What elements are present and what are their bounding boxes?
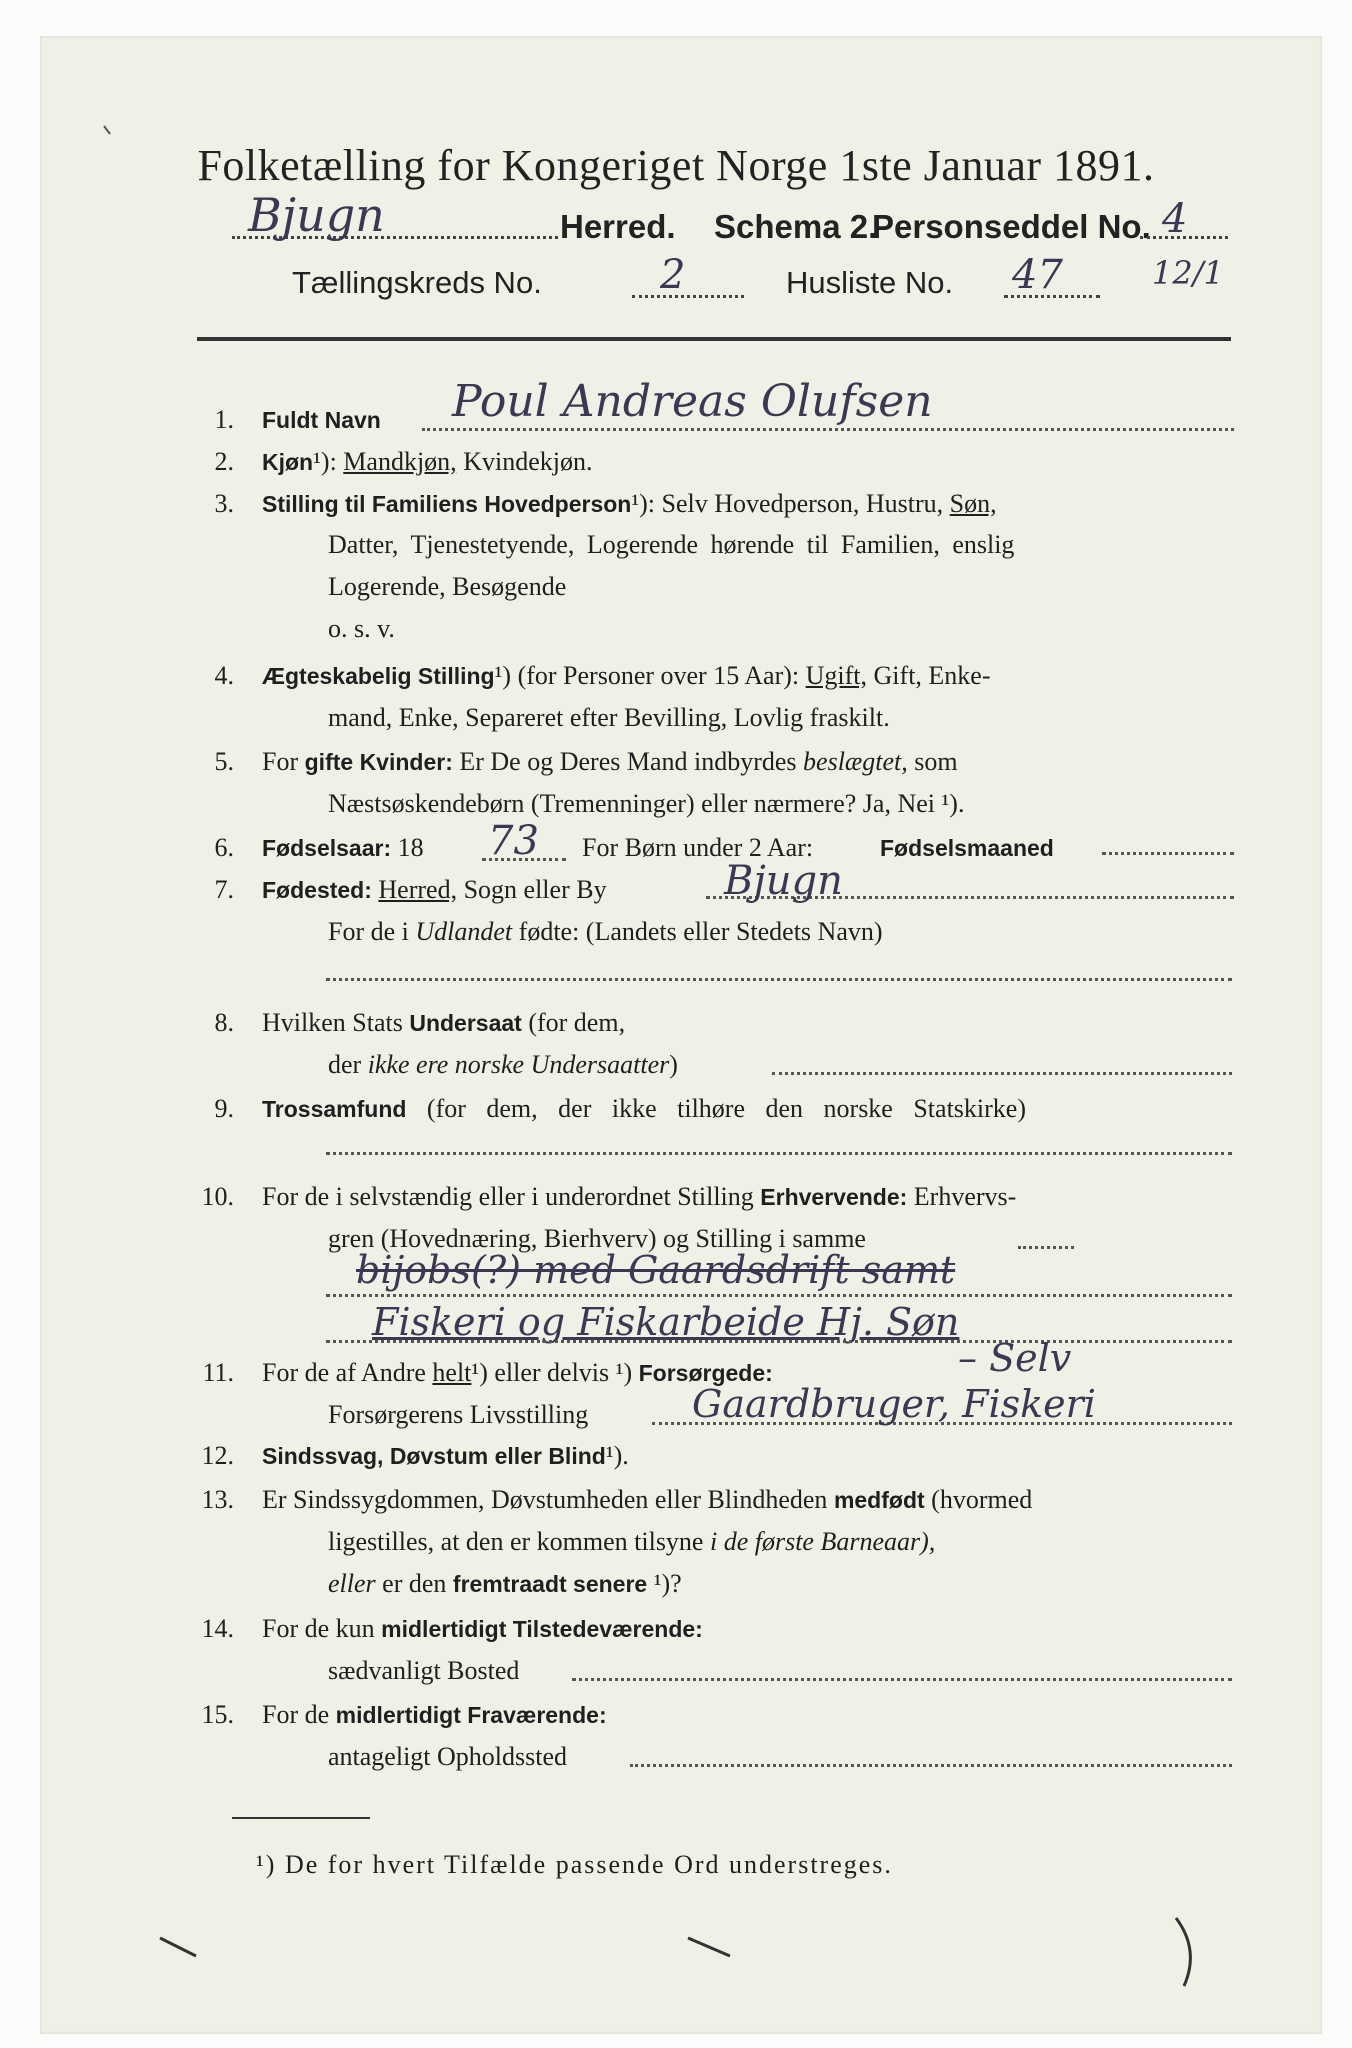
q14-pre: For de kun [262, 1614, 375, 1643]
q13-l2i: i de første Barneaar), [709, 1527, 936, 1556]
q5-pre: For [262, 747, 299, 776]
item-number: 6. [214, 833, 234, 862]
item-number: 8. [214, 1008, 234, 1037]
q10-dotted-line [1018, 1246, 1074, 1249]
q3-sup: ¹): [631, 489, 656, 518]
q4-options: Gift, Enke- [873, 661, 991, 690]
schema-label: Schema 2. [714, 208, 878, 245]
q4-text: ¹) (for Personer over 15 Aar): [494, 661, 800, 690]
q6-label2 [880, 833, 1054, 863]
personseddel-label: Personseddel No. [872, 208, 1151, 245]
item-number: 15. [201, 1700, 234, 1729]
kreds-value: 2 [660, 252, 686, 298]
item-number: 7. [214, 875, 234, 904]
q2-option-selected: Mandkjøn, [343, 447, 457, 476]
item-number: 12. [201, 1441, 234, 1470]
q13-l3a: er den [382, 1569, 447, 1598]
q6-label2-text: Fødselsmaaned [880, 835, 1054, 861]
q10-l1a: For de i selvstændig eller i underordnet Stilling [262, 1182, 754, 1211]
q12-sup: ¹). [605, 1441, 629, 1470]
q9-line1 [262, 1094, 1026, 1124]
q13-l1a: Er Sindssygdommen, Døvstumheden eller Blindheden [262, 1485, 828, 1514]
item-number: 3. [214, 489, 234, 518]
husliste-label: Husliste No. [786, 265, 954, 300]
q10-label: Erhvervende: [760, 1184, 908, 1210]
q7-option-selected: Herred, [378, 875, 458, 904]
herred-handwritten: Bjugn [248, 188, 385, 242]
q10-line1 [262, 1182, 1016, 1212]
item-number: 2. [214, 447, 234, 476]
item-number: 11. [202, 1358, 234, 1387]
q4-line2: mand, Enke, Separeret efter Bevilling, Lovlig fraskilt. [328, 703, 890, 732]
q13-l1b: (hvormed [931, 1485, 1033, 1514]
q15-line1 [262, 1700, 607, 1730]
q11-option-selected: helt [432, 1358, 472, 1387]
q15-pre: For de [262, 1700, 330, 1729]
q5-label: gifte Kvinder: [304, 749, 453, 775]
q14-line2: sædvanligt Bosted [328, 1656, 520, 1685]
q11-line2: Forsørgerens Livsstilling [328, 1400, 589, 1429]
q7-label: Fødested: [262, 877, 372, 903]
q13-line2 [328, 1527, 935, 1557]
q5-italic: beslægtet, [803, 747, 908, 776]
item-number: 13. [201, 1485, 234, 1514]
q6-prefix: 18 [397, 833, 424, 862]
q11-answer: – Selv [958, 1336, 1072, 1380]
q7-answer-place: Bjugn [724, 858, 843, 904]
q13-l2a: ligestilles, at den er kommen tilsyne [328, 1527, 704, 1556]
q3-options: Selv Hovedperson, Hustru, [661, 489, 944, 518]
q6-answer-year: 73 [488, 818, 539, 864]
q15-label: midlertidigt Fraværende: [335, 1702, 607, 1728]
q7-abroad-dotted-line [326, 978, 1232, 981]
q3-line1 [262, 489, 997, 519]
q3-label: Stilling til Familiens Hovedperson [262, 491, 632, 517]
q1-answer-name: Poul Andreas Olufsen [452, 376, 933, 427]
q1-dotted-line [422, 428, 1234, 431]
q10-line2: gren (Hovednæring, Bierhverv) og Stilling i samme [328, 1224, 866, 1253]
q6-under2: For Børn under 2 Aar: [582, 833, 814, 862]
q2-line [262, 447, 592, 477]
q5-line2: Næstsøskendebørn (Tremenninger) eller nærmere? Ja, Nei ¹). [328, 789, 965, 818]
q1-label [262, 405, 381, 435]
q8-label: Undersaat [409, 1010, 522, 1036]
q13-l3b: ¹)? [653, 1569, 682, 1598]
q8-l1b: (for dem, [528, 1008, 626, 1037]
footnote-rule [232, 1817, 370, 1819]
q5-text-end: som [914, 747, 958, 776]
q14-dotted-line [572, 1678, 1232, 1681]
q11-answer-occupation: Gaardbruger, Fiskeri [692, 1382, 1096, 1426]
item-number: 9. [214, 1094, 234, 1123]
q12-label: Sindssvag, Døvstum eller Blind [262, 1443, 606, 1469]
q3-line3: Logerende, Besøgende [328, 572, 567, 601]
q9-dotted-line [326, 1152, 1232, 1155]
q5-line1 [262, 747, 958, 777]
q8-l2a: der [328, 1050, 362, 1079]
q13-label: medfødt [833, 1487, 925, 1513]
q13-line3 [328, 1569, 682, 1599]
header-rule [197, 337, 1231, 341]
q7-options: Sogn eller By [463, 875, 607, 904]
q8-l2i: ikke ere norske Undersaatter [367, 1050, 670, 1079]
q10-answer-line2: Fiskeri og Fiskarbeide Hj. Søn [372, 1300, 960, 1344]
q6-label: Fødselsaar: [262, 835, 392, 861]
q4-label: Ægteskabelig Stilling [262, 663, 495, 689]
q8-line1 [262, 1008, 625, 1038]
q15-line2: antageligt Opholdssted [328, 1742, 568, 1771]
q11-label: Forsørgede: [638, 1360, 773, 1386]
q7-line1 [262, 875, 607, 905]
q8-line2 [328, 1050, 678, 1080]
q2-option: Kvindekjøn. [463, 447, 593, 476]
q7-l2a: For de i [328, 917, 409, 946]
husliste-extra: 12/1 [1152, 254, 1224, 292]
herred-label: Herred. [560, 208, 676, 245]
q3-line2: Datter, Tjenestetyende, Logerende hørende til Familien, enslig [328, 530, 1015, 559]
q10-l1b: Erhvervs- [913, 1182, 1017, 1211]
footnote: ¹) De for hvert Tilfælde passende Ord understreges. [256, 1850, 893, 1879]
q2-label: Kjøn [262, 449, 314, 475]
q2-sup: ¹): [313, 447, 337, 476]
q10-answer-line1: bijobs(?) med Gaardsdrift samt [356, 1248, 956, 1292]
q7-l2b: fødte: (Landets eller Stedets Navn) [518, 917, 883, 946]
item-number: 5. [214, 747, 234, 776]
form-title: Folketælling for Kongeriget Norge 1ste Januar 1891. [197, 141, 1155, 190]
q3-line4: o. s. v. [328, 614, 395, 643]
q4-line1 [262, 661, 991, 691]
kreds-label: Tællingskreds No. [292, 265, 542, 300]
q10-answer-line2-dots [326, 1340, 1232, 1343]
q5-text: Er De og Deres Mand indbyrdes [459, 747, 797, 776]
q8-l2b: ) [669, 1050, 678, 1079]
q8-dotted-line [772, 1072, 1232, 1075]
personseddel-value: 4 [1162, 196, 1188, 242]
q12-line [262, 1441, 629, 1471]
husliste-value: 47 [1012, 252, 1063, 298]
q9-text: (for dem, der ikke tilhøre den norske Statskirke) [426, 1094, 1026, 1123]
item-number: 1. [214, 405, 234, 434]
item-number: 4. [214, 661, 234, 690]
q3-option-selected: Søn, [949, 489, 997, 518]
q6-month-dotted-line [1102, 852, 1234, 855]
q15-dotted-line [630, 1764, 1232, 1767]
q1-label-text: Fuldt Navn [262, 407, 381, 433]
q13-l3i: eller [328, 1569, 376, 1598]
q10-answer-line1-dots [326, 1294, 1232, 1297]
q6-line [262, 833, 424, 863]
kreds-dotted-line [632, 295, 744, 298]
q7-l2i: Udlandet [415, 917, 513, 946]
q13-label2: fremtraadt senere [452, 1571, 648, 1597]
item-number: 10. [201, 1182, 234, 1211]
q9-label: Trossamfund [262, 1096, 407, 1122]
q14-line1 [262, 1614, 703, 1644]
q13-line1 [262, 1485, 1032, 1515]
q7-line2 [328, 917, 883, 947]
item-number: 14. [201, 1614, 234, 1643]
q11-l1b: ¹) eller delvis ¹) [471, 1358, 633, 1387]
q14-label: midlertidigt Tilstedeværende: [381, 1616, 703, 1642]
q11-l1a: For de af Andre [262, 1358, 426, 1387]
q8-l1a: Hvilken Stats [262, 1008, 403, 1037]
q4-option-selected: Ugift, [805, 661, 868, 690]
